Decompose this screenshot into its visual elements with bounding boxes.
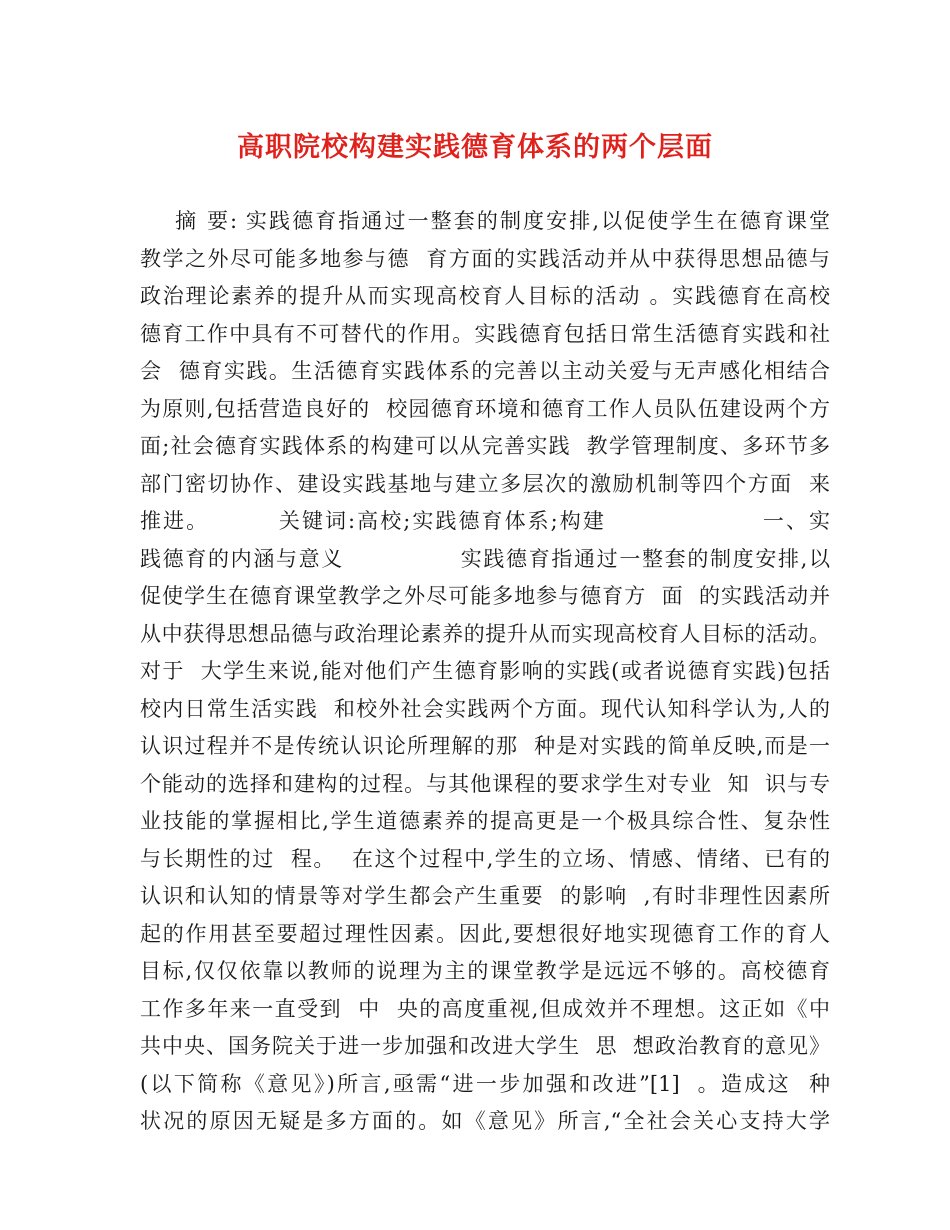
body-line: 认识和认知的情景等对学生都会产生重要 的影响 ,有时非理性因素所: [140, 884, 830, 908]
body-line: 政治理论素养的提升从而实现高校育人目标的活动 。实践德育在高校: [140, 284, 830, 308]
body-line: (以下简称《意见》)所言,亟需“进一步加强和改进”[1] 。造成这 种: [140, 1071, 830, 1096]
body-line: 共中央、国务院关于进一步加强和改进大学生 思 想政治教育的意见》: [140, 1034, 830, 1058]
document-title: 高职院校构建实践德育体系的两个层面: [237, 132, 713, 163]
body-line: 状况的原因无疑是多方面的。如《意见》所言,“全社会关心支持大学: [140, 1109, 830, 1133]
body-line: 从中获得思想品德与政治理论素养的提升从而实现高校育人目标的活动。: [140, 621, 830, 646]
body-line: 校内日常生活实践 和校外社会实践两个方面。现代认知科学认为,人的: [140, 696, 830, 721]
document-body: [140, 203, 830, 1141]
body-line: 与长期性的过 程。 在这个过程中,学生的立场、情感、情绪、已有的: [140, 846, 830, 871]
body-line: 认识过程并不是传统认识论所理解的那 种是对实践的简单反映,而是一: [140, 734, 830, 758]
body-line: 目标,仅仅依靠以教师的说理为主的课堂教学是远远不够的。高校德育: [140, 959, 830, 983]
body-line: 工作多年来一直受到 中 央的高度重视,但成效并不理想。这正如《中: [140, 996, 830, 1021]
body-line: 对于 大学生来说,能对他们产生德育影响的实践(或者说德育实践)包括: [140, 659, 830, 683]
body-line: 践德育的内涵与意义 实践德育指通过一整套的制度安排,以: [140, 546, 830, 571]
body-line: 德育工作中具有不可替代的作用。实践德育包括日常生活德育实践和社: [140, 321, 830, 346]
body-line: 个能动的选择和建构的过程。与其他课程的要求学生对专业 知 识与专: [140, 771, 830, 796]
body-line: 推进。 关键词:高校;实践德育体系;构建 一、实: [140, 509, 830, 533]
body-line: 摘 要: 实践德育指通过一整套的制度安排,以促使学生在德育课堂: [140, 209, 830, 233]
body-line: 教学之外尽可能多地参与德 育方面的实践活动并从中获得思想品德与: [140, 246, 830, 271]
body-line: 促使学生在德育课堂教学之外尽可能多地参与德育方 面 的实践活动并: [140, 584, 830, 608]
body-line: 会 德育实践。生活德育实践体系的完善以主动关爱与无声感化相结合: [140, 359, 830, 383]
body-line: 面;社会德育实践体系的构建可以从完善实践 教学管理制度、多环节多: [140, 434, 830, 458]
body-line: 业技能的掌握相比,学生道德素养的提高更是一个极具综合性、复杂性: [140, 809, 830, 833]
body-line: 为原则,包括营造良好的 校园德育环境和德育工作人员队伍建设两个方: [140, 396, 830, 421]
body-line: 部门密切协作、建设实践基地与建立多层次的激励机制等四个方面 来: [140, 471, 830, 496]
body-line: 起的作用甚至要超过理性因素。因此,要想很好地实现德育工作的育人: [140, 921, 830, 946]
